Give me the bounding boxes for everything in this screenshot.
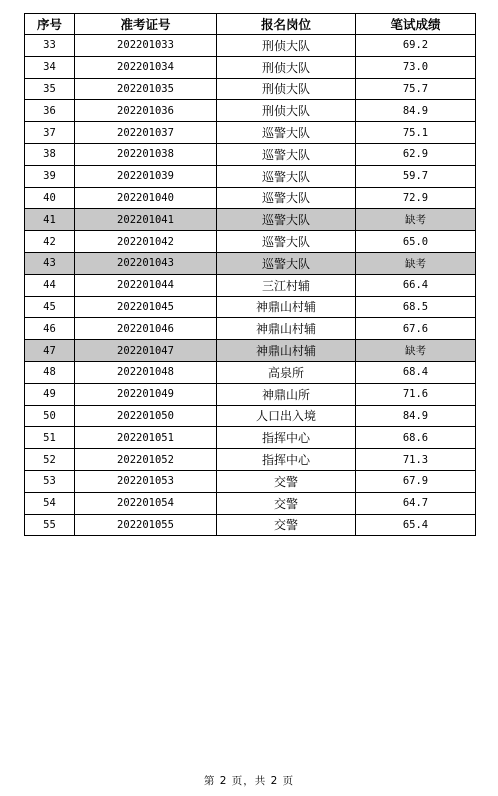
cell-index: 35 — [25, 78, 75, 100]
cell-position: 巡警大队 — [217, 209, 356, 231]
cell-score: 75.1 — [356, 122, 476, 144]
table-row — [25, 470, 476, 492]
cell-index: 46 — [25, 318, 75, 340]
cell-score: 71.3 — [356, 449, 476, 471]
cell-position: 巡警大队 — [217, 231, 356, 253]
cell-exam-id: 202201038 — [75, 143, 217, 165]
cell-position: 神鼎山村辅 — [217, 340, 356, 362]
cell-exam-id: 202201036 — [75, 100, 217, 122]
table-row — [25, 405, 476, 427]
header-position: 报名岗位 — [217, 14, 356, 35]
table-row — [25, 383, 476, 405]
cell-exam-id: 202201043 — [75, 252, 217, 274]
cell-position: 巡警大队 — [217, 252, 356, 274]
cell-index: 49 — [25, 383, 75, 405]
cell-index: 34 — [25, 56, 75, 78]
table-row — [25, 143, 476, 165]
cell-exam-id: 202201042 — [75, 231, 217, 253]
cell-position: 刑侦大队 — [217, 78, 356, 100]
cell-index: 44 — [25, 274, 75, 296]
cell-exam-id: 202201048 — [75, 361, 217, 383]
cell-index: 33 — [25, 35, 75, 57]
cell-exam-id: 202201046 — [75, 318, 217, 340]
cell-score: 62.9 — [356, 143, 476, 165]
table-row — [25, 296, 476, 318]
cell-score: 68.4 — [356, 361, 476, 383]
cell-exam-id: 202201045 — [75, 296, 217, 318]
table-row — [25, 449, 476, 471]
table-row — [25, 252, 476, 274]
cell-index: 38 — [25, 143, 75, 165]
table-body — [25, 35, 476, 536]
table-row — [25, 165, 476, 187]
cell-exam-id: 202201049 — [75, 383, 217, 405]
cell-index: 40 — [25, 187, 75, 209]
page-footer: 第 2 页，共 2 页 — [203, 775, 295, 787]
cell-index: 55 — [25, 514, 75, 536]
cell-position: 三江村辅 — [217, 274, 356, 296]
table-row — [25, 318, 476, 340]
cell-score: 84.9 — [356, 405, 476, 427]
cell-index: 51 — [25, 427, 75, 449]
cell-index: 54 — [25, 492, 75, 514]
header-exam-id: 准考证号 — [75, 14, 217, 35]
cell-position: 人口出入境 — [217, 405, 356, 427]
cell-position: 刑侦大队 — [217, 100, 356, 122]
table-row — [25, 231, 476, 253]
cell-exam-id: 202201044 — [75, 274, 217, 296]
cell-exam-id: 202201041 — [75, 209, 217, 231]
table-row — [25, 274, 476, 296]
table-row — [25, 361, 476, 383]
cell-score: 59.7 — [356, 165, 476, 187]
cell-position: 交警 — [217, 492, 356, 514]
cell-score: 67.6 — [356, 318, 476, 340]
cell-exam-id: 202201039 — [75, 165, 217, 187]
cell-index: 53 — [25, 470, 75, 492]
cell-exam-id: 202201034 — [75, 56, 217, 78]
results-table — [24, 13, 476, 536]
table-row — [25, 187, 476, 209]
cell-score: 缺考 — [356, 340, 476, 362]
cell-index: 45 — [25, 296, 75, 318]
cell-exam-id: 202201055 — [75, 514, 217, 536]
cell-index: 50 — [25, 405, 75, 427]
cell-exam-id: 202201051 — [75, 427, 217, 449]
cell-index: 39 — [25, 165, 75, 187]
cell-index: 48 — [25, 361, 75, 383]
cell-exam-id: 202201047 — [75, 340, 217, 362]
cell-score: 66.4 — [356, 274, 476, 296]
cell-score: 68.5 — [356, 296, 476, 318]
cell-score: 缺考 — [356, 209, 476, 231]
cell-position: 巡警大队 — [217, 165, 356, 187]
table-row — [25, 209, 476, 231]
cell-exam-id: 202201035 — [75, 78, 217, 100]
table-row — [25, 78, 476, 100]
cell-position: 神鼎山所 — [217, 383, 356, 405]
cell-position: 指挥中心 — [217, 449, 356, 471]
cell-position: 巡警大队 — [217, 143, 356, 165]
cell-position: 指挥中心 — [217, 427, 356, 449]
cell-score: 67.9 — [356, 470, 476, 492]
cell-position: 刑侦大队 — [217, 56, 356, 78]
cell-score: 64.7 — [356, 492, 476, 514]
cell-position: 巡警大队 — [217, 122, 356, 144]
header-index: 序号 — [25, 14, 75, 35]
cell-score: 缺考 — [356, 252, 476, 274]
cell-score: 65.0 — [356, 231, 476, 253]
cell-exam-id: 202201050 — [75, 405, 217, 427]
table-row — [25, 56, 476, 78]
table-row — [25, 100, 476, 122]
cell-exam-id: 202201054 — [75, 492, 217, 514]
table-row — [25, 492, 476, 514]
cell-position: 神鼎山村辅 — [217, 296, 356, 318]
cell-score: 68.6 — [356, 427, 476, 449]
cell-score: 65.4 — [356, 514, 476, 536]
cell-index: 47 — [25, 340, 75, 362]
cell-exam-id: 202201040 — [75, 187, 217, 209]
cell-exam-id: 202201052 — [75, 449, 217, 471]
cell-score: 69.2 — [356, 35, 476, 57]
cell-exam-id: 202201033 — [75, 35, 217, 57]
cell-position: 神鼎山村辅 — [217, 318, 356, 340]
table-header-row — [25, 14, 476, 35]
cell-index: 41 — [25, 209, 75, 231]
header-score: 笔试成绩 — [356, 14, 476, 35]
cell-exam-id: 202201053 — [75, 470, 217, 492]
cell-position: 刑侦大队 — [217, 35, 356, 57]
cell-score: 71.6 — [356, 383, 476, 405]
cell-position: 高泉所 — [217, 361, 356, 383]
cell-position: 巡警大队 — [217, 187, 356, 209]
cell-score: 84.9 — [356, 100, 476, 122]
table-row — [25, 427, 476, 449]
cell-index: 42 — [25, 231, 75, 253]
cell-position: 交警 — [217, 470, 356, 492]
cell-position: 交警 — [217, 514, 356, 536]
table-row — [25, 35, 476, 57]
table-row — [25, 122, 476, 144]
cell-index: 37 — [25, 122, 75, 144]
cell-score: 72.9 — [356, 187, 476, 209]
cell-index: 52 — [25, 449, 75, 471]
table-row — [25, 340, 476, 362]
cell-index: 36 — [25, 100, 75, 122]
cell-score: 75.7 — [356, 78, 476, 100]
cell-index: 43 — [25, 252, 75, 274]
table-row — [25, 514, 476, 536]
cell-score: 73.0 — [356, 56, 476, 78]
cell-exam-id: 202201037 — [75, 122, 217, 144]
